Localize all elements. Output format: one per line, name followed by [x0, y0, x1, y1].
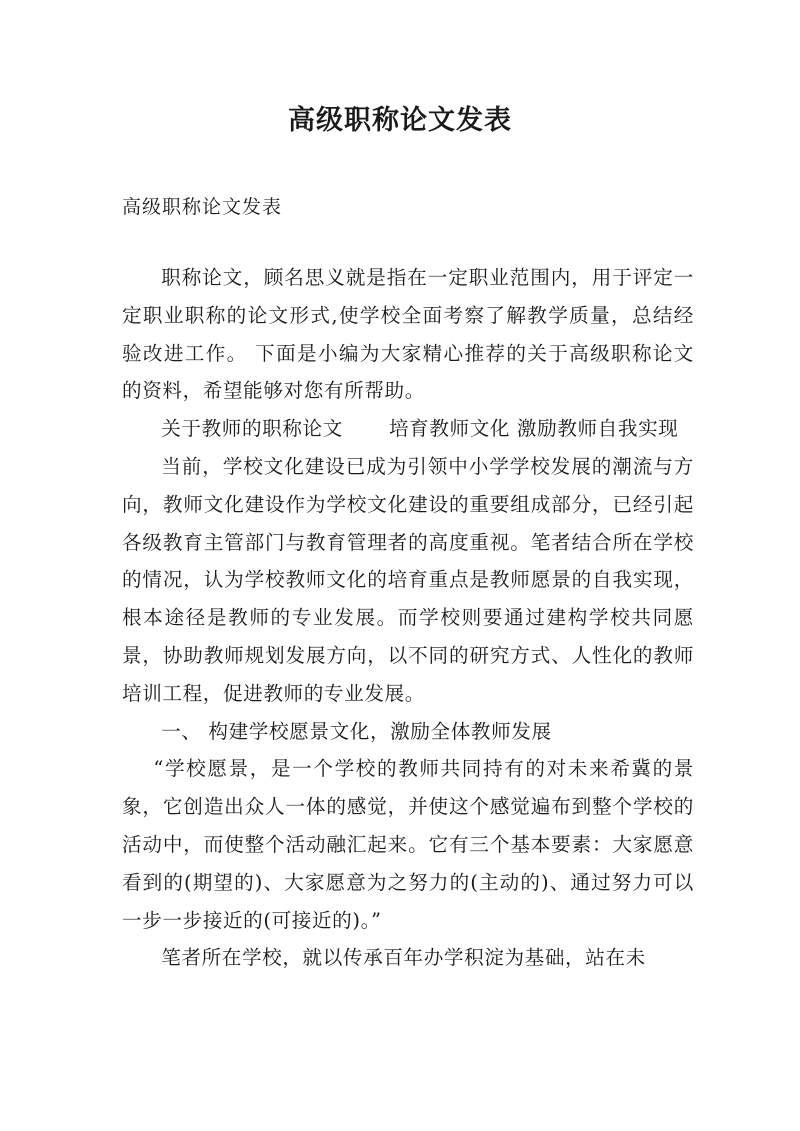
document-title: 高级职称论文发表: [288, 105, 512, 136]
last-paragraph: 笔者所在学校，就以传承百年办学积淀为基础，站在未: [161, 946, 646, 970]
section-heading-left: 关于教师的职称论文: [161, 417, 343, 441]
quote-paragraph: “学校愿景，是一个学校的教师共同持有的对未来希冀的景象，它创造出众人一体的感觉，并使这个感觉遍布到整个学校的活动中，而使整个活动融汇起来。它有三个基本要素：大家愿意看到的(期望的)、大家愿意为之努力的(主动的)、通过努力可以一步一步接近的(可接近的)。”: [122, 757, 694, 932]
intro-paragraph: 职称论文，顾名思义就是指在一定职业范围内，用于评定一定职业职称的论文形式,使学校全面考察了解教学质量，总结经验改进工作。 下面是小编为大家精心推荐的关于高级职称论文的资料，希望能够对您有所帮助。: [122, 266, 694, 403]
section-heading-right: 培育教师文化 激励教师自我实现: [388, 417, 679, 441]
document-body: [122, 259, 694, 977]
subsection-heading: 一、 构建学校愿景文化，激励全体教师发展: [161, 719, 552, 743]
document-subtitle: 高级职称论文发表: [122, 196, 283, 218]
section-heading: [122, 410, 694, 448]
body-paragraph: 当前，学校文化建设已成为引领中小学学校发展的潮流与方向，教师文化建设作为学校文化建设的重要组成部分，已经引起各级教育主管部门与教育管理者的高度重视。笔者结合所在学校的情况，认为学校教师文化的培育重点是教师愿景的自我实现，根本途径是教师的专业发展。而学校则要通过建构学校共同愿景，协助教师规划发展方向，以不同的研究方式、人性化的教师培训工程，促进教师的专业发展。: [122, 454, 694, 705]
